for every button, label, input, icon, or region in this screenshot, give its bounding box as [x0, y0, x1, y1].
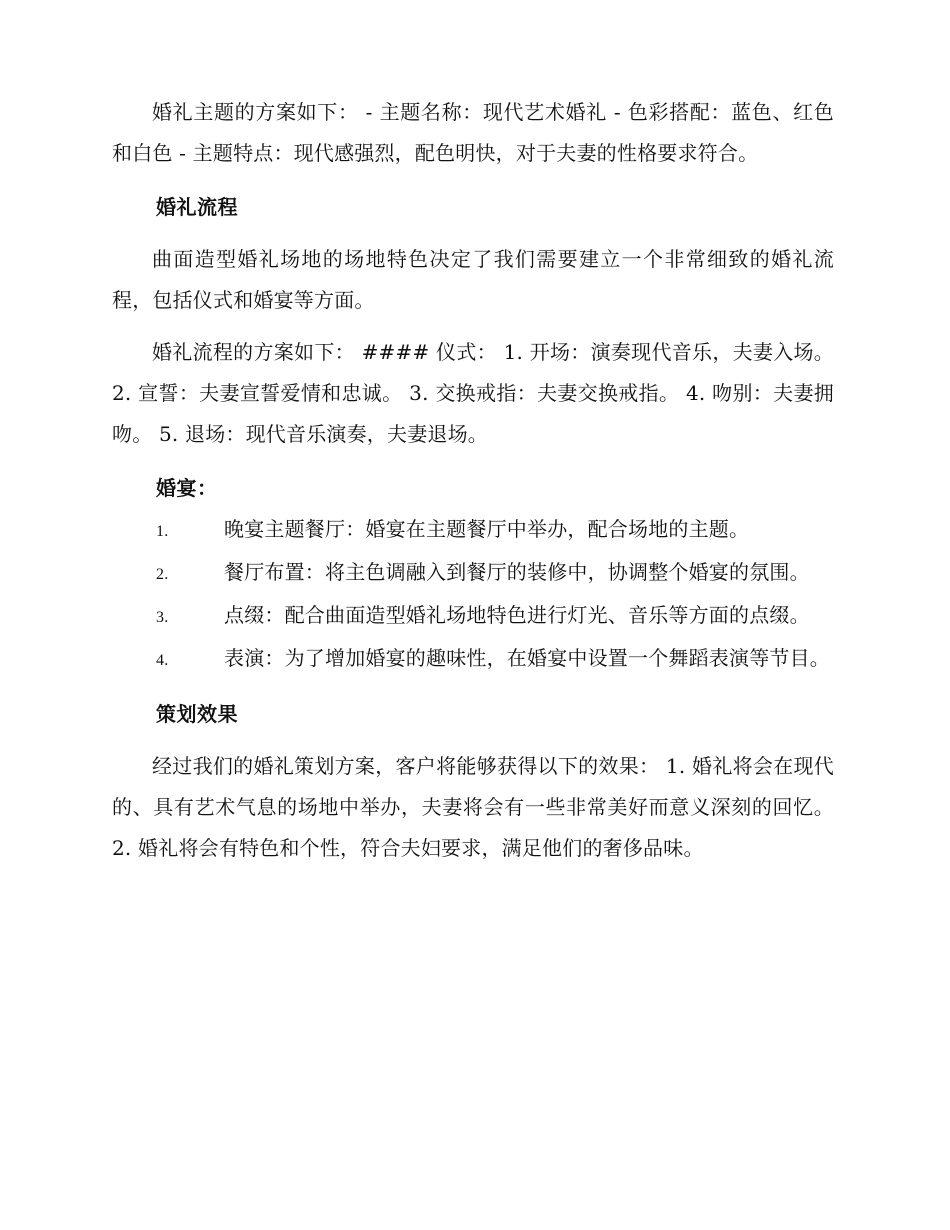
paragraph-flow-plan: 婚礼流程的方案如下： #### 仪式： 1. 开场：演奏现代音乐，夫妻入场。 2. 宣誓：夫妻宣誓爱情和忠诚。 3. 交换戒指：夫妻交换戒指。 4. 吻别：夫妻拥吻。 5. 退场：现代音乐演奏，夫妻退场。: [112, 340, 834, 446]
section-heading-banquet: 婚宴：: [156, 476, 218, 500]
list-item-number: 1.: [156, 523, 169, 540]
list-item-number: 3.: [156, 609, 169, 626]
list-item-text: 晚宴主题餐厅：婚宴在主题餐厅中举办，配合场地的主题。: [224, 517, 750, 541]
list-item-text: 点缀：配合曲面造型婚礼场地特色进行灯光、音乐等方面的点缀。: [224, 603, 810, 627]
list-item-text: 餐厅布置：将主色调融入到餐厅的装修中，协调整个婚宴的氛围。: [224, 560, 810, 584]
list-item-number: 2.: [156, 566, 169, 583]
list-item: [112, 595, 834, 638]
paragraph-planning-effect: 经过我们的婚礼策划方案，客户将能够获得以下的效果： 1. 婚礼将会在现代的、具有艺术气息的场地中举办，夫妻将会有一些非常美好而意义深刻的回忆。 2. 婚礼将会有特色和个性，符合夫妇要求，满足他们的奢侈品味。: [112, 754, 834, 860]
paragraph-theme-plan: 婚礼主题的方案如下： - 主题名称：现代艺术婚礼 - 色彩搭配：蓝色、红色和白色 - 主题特点：现代感强烈，配色明快，对于夫妻的性格要求符合。: [112, 100, 834, 165]
list-item-number: 4.: [156, 652, 169, 669]
list-item-text: 表演：为了增加婚宴的趣味性，在婚宴中设置一个舞蹈表演等节目。: [224, 646, 830, 670]
document-page: [112, 92, 834, 869]
paragraph-flow-intro: 曲面造型婚礼场地的场地特色决定了我们需要建立一个非常细致的婚礼流程，包括仪式和婚宴等方面。: [112, 247, 834, 312]
section-heading-wedding-flow: 婚礼流程: [156, 195, 238, 219]
list-item: [112, 552, 834, 595]
list-item: [112, 638, 834, 681]
list-item: [112, 509, 834, 552]
section-heading-planning-effect: 策划效果: [156, 702, 238, 726]
